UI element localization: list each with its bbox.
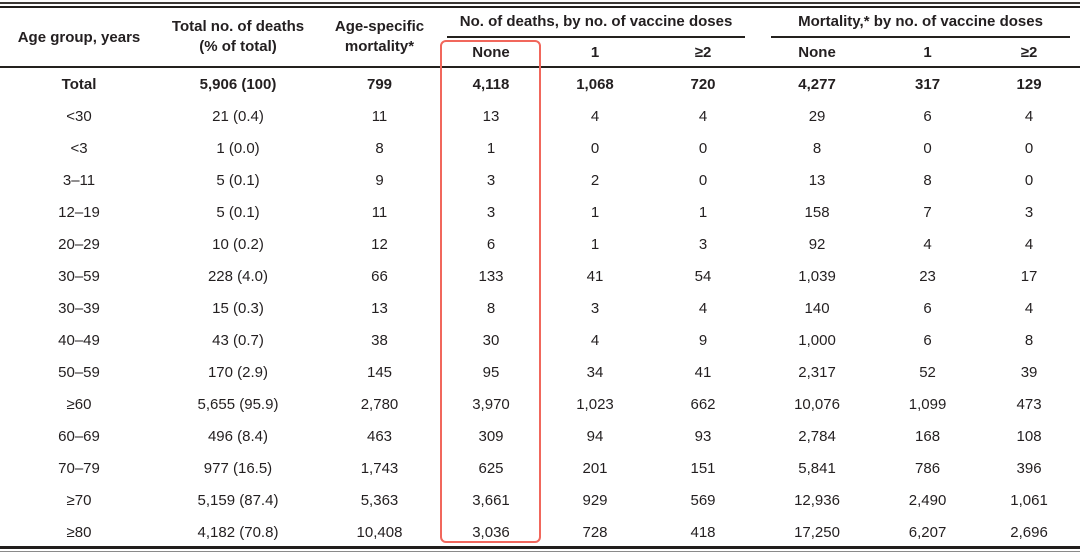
cell-age: 30–59 <box>58 267 100 285</box>
subheader-deaths-none: None <box>441 38 541 67</box>
cell-age: 3–11 <box>62 171 96 189</box>
cell-mortality-none: 140 <box>804 299 830 317</box>
cell-age: 60–69 <box>58 427 100 445</box>
header-age-specific-line1: Age-specific <box>334 18 425 35</box>
cell-age-mortality: 66 <box>371 267 388 285</box>
cell-deaths-2plus: 569 <box>690 491 716 509</box>
cell-age-mortality: 9 <box>375 171 384 189</box>
cell-mortality-2plus: 3 <box>1024 203 1034 221</box>
cell-deaths-none: 95 <box>482 363 500 381</box>
cell-mortality-2plus: 1,061 <box>1010 491 1048 509</box>
cell-deaths-none: 13 <box>482 107 500 125</box>
cell-deaths-2plus: 41 <box>694 363 712 381</box>
cell-age-mortality: 11 <box>371 203 388 221</box>
table-row <box>0 324 1080 356</box>
cell-mortality-none: 12,936 <box>794 491 840 509</box>
cell-deaths-none: 3,036 <box>472 523 510 541</box>
cell-deaths-1: 2 <box>590 171 600 189</box>
table-row <box>0 484 1080 516</box>
cell-mortality-none: 13 <box>808 171 826 189</box>
header-row-groups <box>0 8 1080 38</box>
cell-deaths-1: 1,023 <box>576 395 614 413</box>
cell-deaths-none: 625 <box>478 459 504 477</box>
table-bottom-rule <box>0 546 1080 552</box>
cell-mortality-2plus: 0 <box>1024 139 1034 157</box>
cell-mortality-1: 6 <box>923 107 932 125</box>
cell-mortality-1: 0 <box>923 139 932 157</box>
header-group-deaths-by-doses <box>441 8 757 38</box>
cell-total-pct: 228 (4.0) <box>207 267 269 285</box>
cell-mortality-none: 92 <box>808 235 826 253</box>
cell-total-pct: 5,655 (95.9) <box>197 395 279 413</box>
cell-deaths-2plus: 4 <box>698 299 708 317</box>
cell-total-pct: 977 (16.5) <box>203 459 273 477</box>
cell-age: ≥60 <box>66 395 92 413</box>
cell-age: 20–29 <box>58 235 100 253</box>
cell-age: 12–19 <box>58 203 100 221</box>
cell-mortality-none: 8 <box>812 139 822 157</box>
cell-mortality-none: 4,277 <box>798 75 836 93</box>
cell-mortality-1: 786 <box>915 459 941 477</box>
table-row <box>0 260 1080 292</box>
cell-deaths-none: 133 <box>478 267 504 285</box>
cell-mortality-2plus: 8 <box>1024 331 1034 349</box>
subheader-mortality-two-plus-doses: ≥2 <box>978 38 1080 67</box>
cell-deaths-1: 1 <box>590 235 600 253</box>
cell-age: ≥80 <box>66 523 92 541</box>
cell-total-pct: 1 (0.0) <box>216 139 260 157</box>
cell-deaths-2plus: 662 <box>690 395 716 413</box>
cell-total-pct: 21 (0.4) <box>212 107 264 125</box>
cell-age: ≥70 <box>66 491 92 509</box>
cell-deaths-2plus: 54 <box>694 267 712 285</box>
table-row <box>0 356 1080 388</box>
cell-mortality-1: 4 <box>923 235 932 253</box>
cell-mortality-2plus: 4 <box>1024 299 1034 317</box>
cell-deaths-none: 4,118 <box>472 75 510 93</box>
cell-age-mortality: 1,743 <box>360 459 399 477</box>
cell-deaths-none: 3,661 <box>472 491 510 509</box>
cell-mortality-none: 1,000 <box>798 331 836 349</box>
cell-mortality-2plus: 4 <box>1024 107 1034 125</box>
cell-deaths-1: 41 <box>586 267 604 285</box>
table-row <box>0 67 1080 100</box>
cell-deaths-2plus: 3 <box>698 235 708 253</box>
cell-age: <3 <box>70 139 88 157</box>
cell-deaths-none: 6 <box>486 235 496 253</box>
header-total-deaths-line1: Total no. of deaths <box>171 18 305 35</box>
cell-total-pct: 15 (0.3) <box>212 299 264 317</box>
cell-mortality-1: 168 <box>915 427 941 445</box>
cell-mortality-none: 17,250 <box>794 523 840 541</box>
cell-age-mortality: 5,363 <box>360 491 399 509</box>
table-row <box>0 420 1080 452</box>
cell-deaths-2plus: 4 <box>698 107 708 125</box>
cell-deaths-1: 201 <box>582 459 608 477</box>
cell-mortality-none: 2,317 <box>798 363 836 381</box>
header-group-deaths-label: No. of deaths, by no. of vaccine doses <box>447 12 745 38</box>
cell-mortality-none: 2,784 <box>798 427 836 445</box>
cell-deaths-1: 1,068 <box>576 75 614 93</box>
cell-deaths-2plus: 0 <box>698 171 708 189</box>
cell-age-mortality: 463 <box>366 427 393 445</box>
cell-mortality-1: 6 <box>923 299 932 317</box>
cell-mortality-1: 8 <box>923 171 932 189</box>
cell-mortality-2plus: 39 <box>1020 363 1038 381</box>
cell-total-pct: 5 (0.1) <box>216 203 260 221</box>
cell-mortality-1: 52 <box>919 363 936 381</box>
subheader-mortality-one-dose: 1 <box>877 38 978 67</box>
cell-mortality-1: 2,490 <box>908 491 947 509</box>
cell-total-pct: 5,159 (87.4) <box>197 491 279 509</box>
cell-deaths-1: 94 <box>586 427 604 445</box>
cell-age: <30 <box>66 107 92 125</box>
cell-deaths-1: 34 <box>586 363 604 381</box>
cell-mortality-2plus: 17 <box>1020 267 1038 285</box>
cell-mortality-none: 158 <box>804 203 830 221</box>
header-total-deaths-line2: (% of total) <box>199 38 277 55</box>
cell-age: 30–39 <box>58 299 100 317</box>
cell-mortality-2plus: 0 <box>1024 171 1034 189</box>
cell-deaths-none: 30 <box>482 331 500 349</box>
cell-deaths-2plus: 418 <box>690 523 716 541</box>
cell-total-pct: 10 (0.2) <box>212 235 264 253</box>
cell-mortality-2plus: 396 <box>1016 459 1042 477</box>
cell-deaths-none: 3,970 <box>472 395 510 413</box>
cell-mortality-2plus: 473 <box>1016 395 1042 413</box>
cell-total-pct: 496 (8.4) <box>207 427 269 445</box>
cell-total-pct: 5 (0.1) <box>216 171 260 189</box>
cell-mortality-1: 6,207 <box>908 523 947 541</box>
header-group-mortality-by-doses <box>757 8 1080 38</box>
cell-mortality-2plus: 108 <box>1016 427 1042 445</box>
cell-mortality-none: 29 <box>808 107 826 125</box>
cell-age-mortality: 2,780 <box>360 395 399 413</box>
cell-age: 50–59 <box>58 363 100 381</box>
subheader-mortality-none: None <box>757 38 877 67</box>
cell-mortality-2plus: 129 <box>1016 75 1042 93</box>
cell-mortality-2plus: 2,696 <box>1010 523 1048 541</box>
cell-age-mortality: 38 <box>371 331 388 349</box>
cell-deaths-2plus: 93 <box>694 427 712 445</box>
cell-age: Total <box>61 75 97 93</box>
table-row <box>0 516 1080 548</box>
subheader-deaths-two-plus-doses: ≥2 <box>649 38 757 67</box>
table-row <box>0 100 1080 132</box>
cell-age: 70–79 <box>58 459 100 477</box>
subheader-deaths-one-dose: 1 <box>541 38 649 67</box>
cell-deaths-none: 3 <box>486 171 496 189</box>
table-row <box>0 196 1080 228</box>
cell-age-mortality: 10,408 <box>356 523 403 541</box>
table-row <box>0 388 1080 420</box>
cell-age-mortality: 11 <box>371 107 388 125</box>
cell-mortality-1: 7 <box>923 203 932 221</box>
cell-mortality-1: 317 <box>915 75 941 93</box>
cell-total-pct: 43 (0.7) <box>212 331 264 349</box>
cell-deaths-2plus: 0 <box>698 139 708 157</box>
table-row <box>0 228 1080 260</box>
cell-deaths-1: 1 <box>590 203 600 221</box>
cell-deaths-2plus: 151 <box>690 459 716 477</box>
cell-total-pct: 4,182 (70.8) <box>197 523 279 541</box>
cell-mortality-none: 5,841 <box>798 459 836 477</box>
cell-age-mortality: 145 <box>366 363 393 381</box>
table-body <box>0 67 1080 548</box>
cell-deaths-1: 728 <box>582 523 608 541</box>
cell-deaths-1: 4 <box>590 107 600 125</box>
cell-mortality-1: 6 <box>923 331 932 349</box>
table-row <box>0 132 1080 164</box>
cell-age-mortality: 12 <box>371 235 388 253</box>
cell-mortality-1: 23 <box>919 267 936 285</box>
table-row <box>0 164 1080 196</box>
cell-age-mortality: 8 <box>375 139 384 157</box>
cell-deaths-none: 309 <box>478 427 504 445</box>
header-age-group <box>0 8 158 67</box>
cell-deaths-none: 3 <box>486 203 496 221</box>
cell-mortality-none: 1,039 <box>798 267 836 285</box>
cell-mortality-2plus: 4 <box>1024 235 1034 253</box>
header-age-specific-mortality <box>318 8 441 67</box>
cell-deaths-1: 4 <box>590 331 600 349</box>
cell-deaths-1: 929 <box>582 491 608 509</box>
cell-total-pct: 170 (2.9) <box>207 363 269 381</box>
cell-total-pct: 5,906 (100) <box>199 75 277 93</box>
cell-mortality-none: 10,076 <box>794 395 840 413</box>
cell-age-mortality: 13 <box>371 299 388 317</box>
cell-mortality-1: 1,099 <box>908 395 947 413</box>
header-age-specific-line2: mortality* <box>344 38 415 55</box>
cell-deaths-none: 1 <box>486 139 496 157</box>
cell-deaths-1: 0 <box>590 139 600 157</box>
vaccine-mortality-table <box>0 8 1080 548</box>
table-row <box>0 292 1080 324</box>
cell-deaths-2plus: 9 <box>698 331 708 349</box>
cell-deaths-1: 3 <box>590 299 600 317</box>
table-row <box>0 452 1080 484</box>
cell-deaths-none: 8 <box>486 299 496 317</box>
cell-deaths-2plus: 720 <box>690 75 716 93</box>
cell-age: 40–49 <box>58 331 100 349</box>
header-group-mortality-label: Mortality,* by no. of vaccine doses <box>771 12 1070 38</box>
header-age-group-label: Age group, years <box>17 28 141 46</box>
cell-age-mortality: 799 <box>366 75 393 93</box>
cell-deaths-2plus: 1 <box>698 203 708 221</box>
header-total-deaths <box>158 8 318 67</box>
